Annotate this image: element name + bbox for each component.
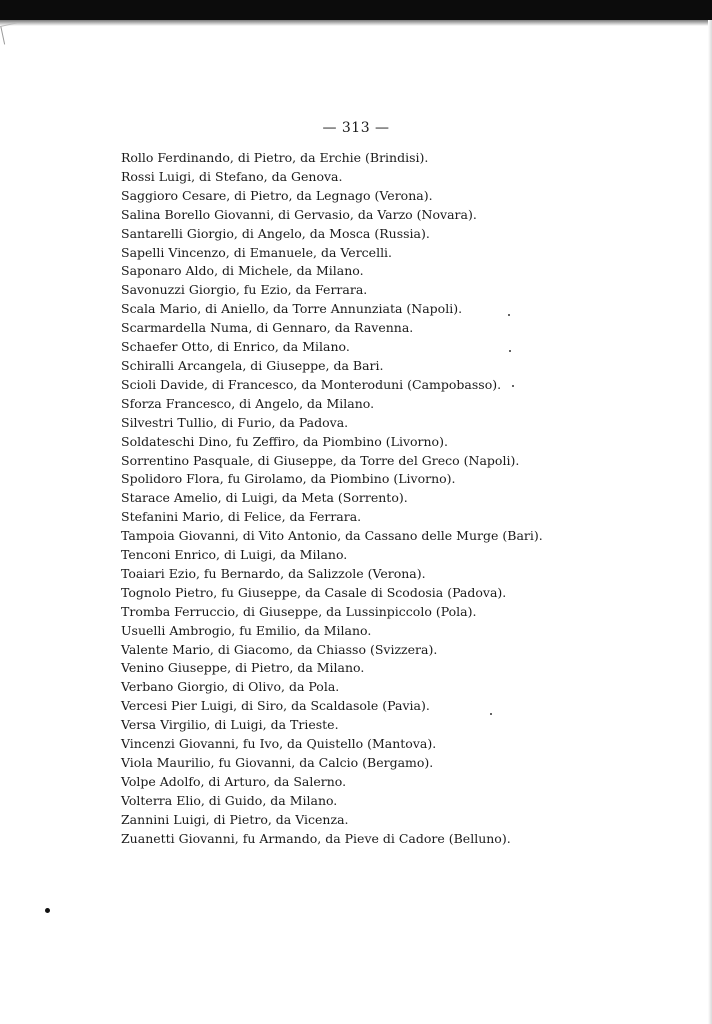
list-entry: Scala Mario, di Aniello, da Torre Annunziata (Napoli). [121,301,463,317]
scan-top-edge [0,0,712,20]
list-entry: Rollo Ferdinando, di Pietro, da Erchie (Brindisi). [121,150,429,165]
scan-right-edge [708,20,712,1024]
list-entry: Volterra Elio, di Guido, da Milano. [121,792,338,808]
list-entry: Venino Giuseppe, di Pietro, da Milano. [121,660,365,676]
list-entry: Schiralli Arcangela, di Giuseppe, da Bari. [121,357,384,373]
ink-speck [508,314,510,316]
list-entry: Versa Virgilio, di Luigi, da Trieste. [121,717,339,733]
list-entry: Zuanetti Giovanni, fu Armando, da Pieve di Cadore (Belluno). [121,830,511,846]
list-entry: Scarmardella Numa, di Gennaro, da Ravenna. [121,320,414,336]
list-entry: Saponaro Aldo, di Michele, da Milano. [121,263,364,279]
list-entry: Stefanini Mario, di Felice, da Ferrara. [121,509,362,525]
name-list [121,149,543,849]
list-entry: Tognolo Pietro, fu Giuseppe, da Casale di Scodosia (Padova). [121,584,507,600]
list-entry: Vincenzi Giovanni, fu Ivo, da Quistello (Mantova). [121,736,437,752]
list-entry: Tromba Ferruccio, di Giuseppe, da Lussinpiccolo (Pola). [121,603,477,619]
list-entry: Savonuzzi Giorgio, fu Ezio, da Ferrara. [121,282,368,298]
list-entry: Saggioro Cesare, di Pietro, da Legnago (Verona). [121,187,433,203]
scan-top-shadow [0,20,712,26]
list-entry: Sorrentino Pasquale, di Giuseppe, da Torre del Greco (Napoli). [121,452,520,468]
ink-speck [512,385,514,387]
list-entry: Volpe Adolfo, di Arturo, da Salerno. [121,773,347,789]
list-entry: Sapelli Vincenzo, di Emanuele, da Vercelli. [121,244,393,260]
list-entry: Verbano Giorgio, di Olivo, da Pola. [121,679,340,695]
list-entry: Toaiari Ezio, fu Bernardo, da Salizzole (Verona). [121,565,426,581]
page-number: — 313 — [322,120,390,136]
list-entry: Usuelli Ambrogio, fu Emilio, da Milano. [121,622,372,638]
ink-speck [490,713,492,715]
list-entry: Tenconi Enrico, di Luigi, da Milano. [121,547,348,563]
list-entry: Scioli Davide, di Francesco, da Monteroduni (Campobasso). [121,376,502,392]
list-entry: Schaefer Otto, di Enrico, da Milano. [121,339,350,355]
ink-speck [509,350,511,352]
list-entry: Vercesi Pier Luigi, di Siro, da Scaldasole (Pavia). [121,698,430,714]
list-entry: Viola Maurilio, fu Giovanni, da Calcio (Bergamo). [121,755,434,770]
list-entry: Sforza Francesco, di Angelo, da Milano. [121,395,375,411]
list-entry: Zannini Luigi, di Pietro, da Vicenza. [121,811,349,827]
list-entry: Salina Borello Giovanni, di Gervasio, da Varzo (Novara). [121,206,477,222]
list-entry: Spolidoro Flora, fu Girolamo, da Piombino (Livorno). [121,471,456,487]
ink-speck [45,908,50,913]
list-entry: Valente Mario, di Giacomo, da Chiasso (Svizzera). [121,641,438,657]
page-corner-mark [0,22,21,44]
list-entry: Rossi Luigi, di Stefano, da Genova. [121,168,343,184]
list-entry: Starace Amelio, di Luigi, da Meta (Sorrento). [121,490,408,506]
list-entry: Silvestri Tullio, di Furio, da Padova. [121,414,349,430]
list-entry: Soldateschi Dino, fu Zeffiro, da Piombino (Livorno). [121,433,448,449]
list-entry: Santarelli Giorgio, di Angelo, da Mosca (Russia). [121,225,430,241]
list-entry: Tampoia Giovanni, di Vito Antonio, da Cassano delle Murge (Bari). [121,528,543,544]
